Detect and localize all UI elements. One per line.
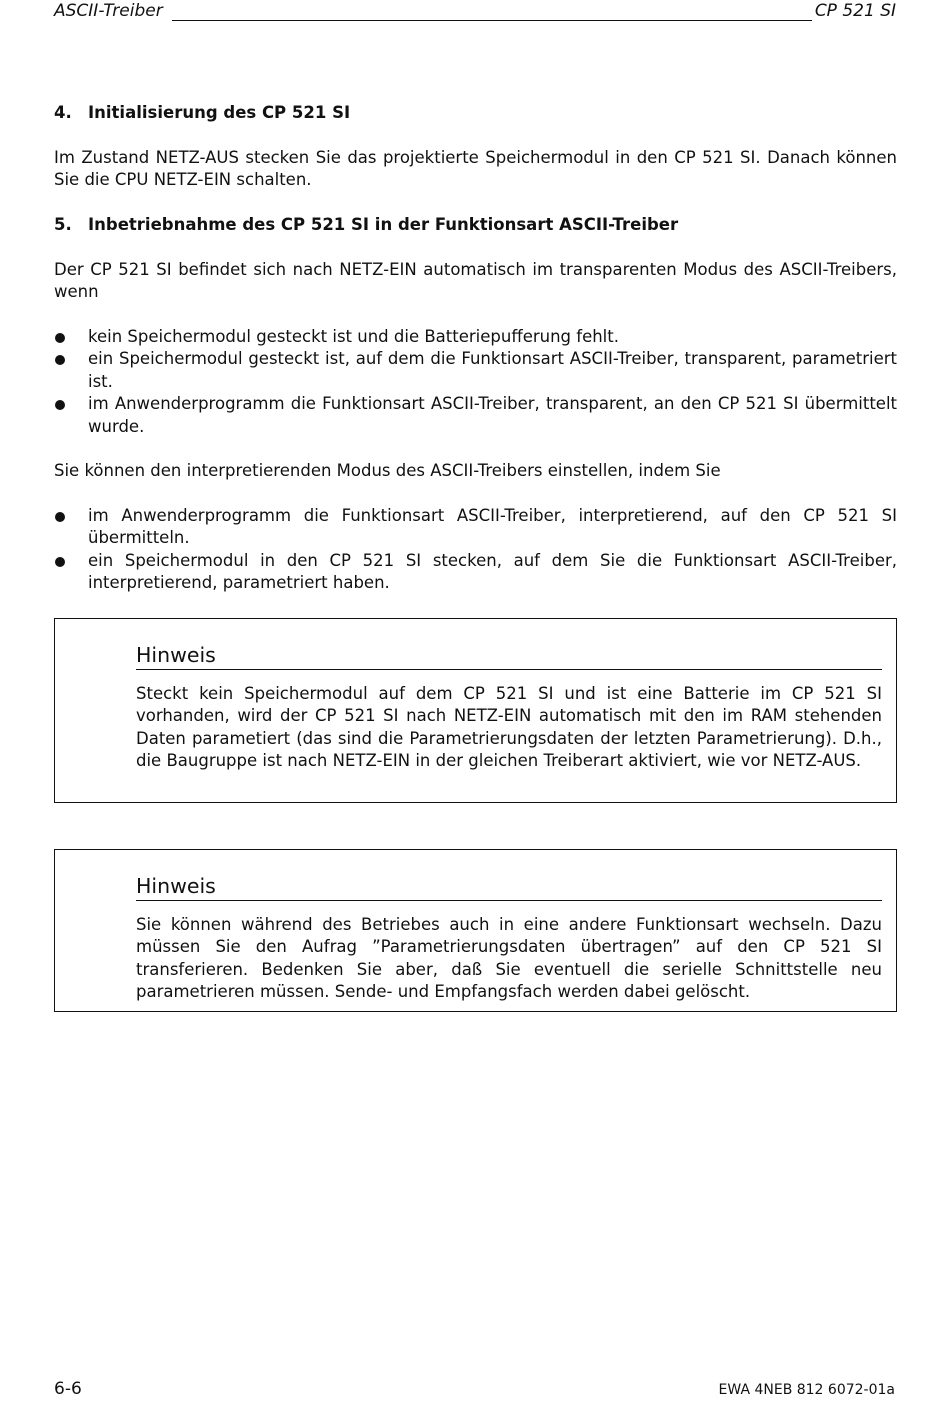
list-item-text: im Anwenderprogramm die Funktionsart ASCII-Treiber, interpretierend, auf den CP 521 SI übermitteln. <box>88 506 897 548</box>
section-5-heading <box>54 214 897 236</box>
list-item <box>54 326 897 348</box>
note-2-text: Sie können während des Betriebes auch in eine andere Funktionsart wechseln. Dazu müssen Sie den Aufrag ”Parametrierungsdaten übertragen” auf den CP 521 SI transferieren. Bedenken Sie aber, daß Sie eventuell die serielle Schnittstelle neu parametrieren müssen. Sende- und Empfangsfach werden dabei gelöscht. <box>136 915 882 1002</box>
note-1-text: Steckt kein Speichermodul auf dem CP 521 SI und ist eine Batterie im CP 521 SI vorhanden, wird der CP 521 SI nach NETZ-EIN automatisch mit den im RAM stehenden Daten parametiert (das sind die Parametrierungsdaten der letzten Parametrierung). D.h., die Baugruppe ist nach NETZ-EIN in der gleichen Treiberart aktiviert, wie vor NETZ-AUS. <box>136 684 882 771</box>
bullet-list-transparent <box>54 326 897 438</box>
note-2-title: Hinweis <box>136 874 882 901</box>
section-4-heading <box>54 102 897 124</box>
header-rule <box>172 20 812 21</box>
bullet-icon <box>55 333 65 343</box>
section-4-number: 4. <box>54 103 72 122</box>
list-item-text: ein Speichermodul gesteckt ist, auf dem die Funktionsart ASCII-Treiber, transparent, parametriert ist. <box>88 349 897 391</box>
section-5-number: 5. <box>54 215 72 234</box>
section-5-intro <box>54 259 897 304</box>
section-5-intro-2 <box>54 460 897 482</box>
section-4-paragraph: Im Zustand NETZ-AUS stecken Sie das projektierte Speichermodul in den CP 521 SI. Danach können Sie die CPU NETZ-EIN schalten. <box>54 148 897 190</box>
bullet-icon <box>55 557 65 567</box>
list-item-text: im Anwenderprogramm die Funktionsart ASCII-Treiber, transparent, an den CP 521 SI übermittelt wurde. <box>88 394 897 436</box>
section-5-title: Inbetriebnahme des CP 521 SI in der Funktionsart ASCII-Treiber <box>88 215 679 234</box>
note-box-2 <box>54 849 897 1012</box>
bullet-icon <box>55 355 65 365</box>
note-1-title: Hinweis <box>136 643 882 670</box>
running-header <box>54 0 896 24</box>
list-item <box>54 550 897 595</box>
section-5-intro-paragraph: Der CP 521 SI befindet sich nach NETZ-EIN automatisch im transparenten Modus des ASCII-Treibers, wenn <box>54 260 897 302</box>
note-box-1 <box>54 618 897 803</box>
page-number: 6-6 <box>54 1379 82 1399</box>
section-4-body <box>54 147 897 192</box>
header-chapter-title: ASCII-Treiber <box>54 1 163 21</box>
list-item-text: ein Speichermodul in den CP 521 SI stecken, auf dem Sie die Funktionsart ASCII-Treiber, interpretierend, parametriert haben. <box>88 550 897 593</box>
bullet-icon <box>55 400 65 410</box>
section-4-title: Initialisierung des CP 521 SI <box>88 103 351 122</box>
document-id: EWA 4NEB 812 6072-01a <box>718 1382 895 1398</box>
list-item <box>54 505 897 550</box>
bullet-list-interpreting <box>54 505 897 595</box>
bullet-icon <box>55 512 65 522</box>
list-item <box>54 393 897 438</box>
list-item-text: kein Speichermodul gesteckt ist und die Batteriepufferung fehlt. <box>88 327 619 346</box>
header-product: CP 521 SI <box>814 1 896 21</box>
section-5-intro-2-paragraph: Sie können den interpretierenden Modus des ASCII-Treibers einstellen, indem Sie <box>54 461 721 480</box>
list-item <box>54 348 897 393</box>
